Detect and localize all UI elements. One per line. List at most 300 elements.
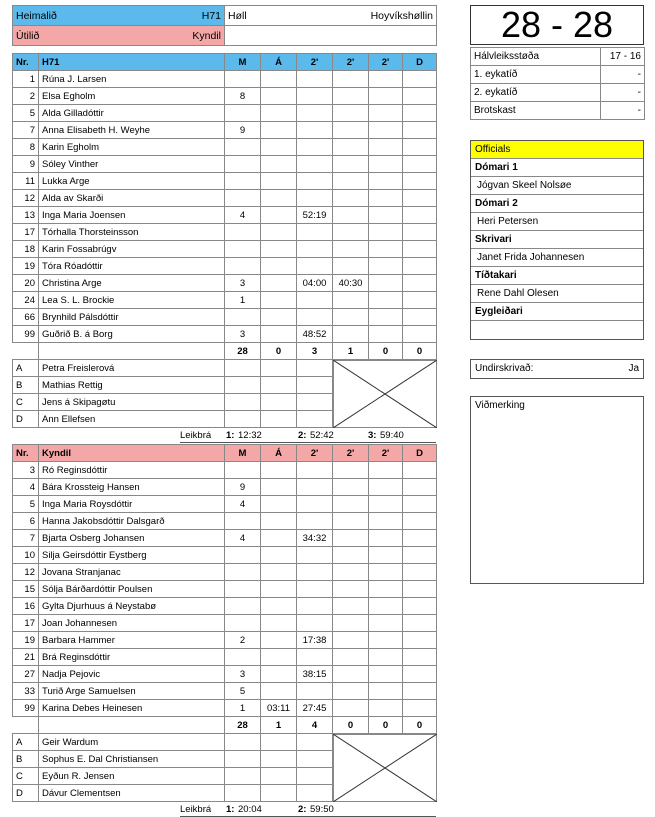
player-name: Brá Reginsdóttir <box>39 649 225 666</box>
staff-letter: D <box>13 411 39 428</box>
player-number: 19 <box>13 632 39 649</box>
player-warning <box>261 462 297 479</box>
player-number: 13 <box>13 207 39 224</box>
player-number: 3 <box>13 462 39 479</box>
player-warning <box>261 513 297 530</box>
player-suspension-3 <box>369 71 403 88</box>
player-suspension-1 <box>297 598 333 615</box>
timeout-1-time: 12:32 <box>238 430 262 441</box>
player-name: Guðrið B. á Borg <box>39 326 225 343</box>
timeout-2-label: 2: <box>298 430 307 441</box>
player-name: Silja Geirsdóttir Eystberg <box>39 547 225 564</box>
player-number: 11 <box>13 173 39 190</box>
player-name: Jovana Stranjanac <box>39 564 225 581</box>
staff-cell <box>225 751 261 768</box>
col-disqualification: D <box>403 445 437 462</box>
total-s1: 4 <box>297 717 333 734</box>
player-suspension-1 <box>297 241 333 258</box>
player-suspension-3 <box>369 207 403 224</box>
player-suspension-1 <box>297 496 333 513</box>
player-row <box>13 462 437 479</box>
col-suspension-2: 2' <box>333 54 369 71</box>
player-row <box>13 224 437 241</box>
col-disqualification: D <box>403 54 437 71</box>
timeout-2-time: 52:42 <box>310 430 334 441</box>
player-goals <box>225 309 261 326</box>
staff-letter: B <box>13 751 39 768</box>
timeout-1-label: 1: <box>226 804 235 815</box>
player-suspension-2 <box>333 615 369 632</box>
venue-name: Hoyvíkshøllin <box>370 9 433 22</box>
player-warning <box>261 241 297 258</box>
player-suspension-2 <box>333 683 369 700</box>
timeouts-line <box>180 429 436 443</box>
timeouts-line <box>180 803 436 817</box>
player-disqualification <box>403 292 437 309</box>
player-row <box>13 615 437 632</box>
player-suspension-3 <box>369 309 403 326</box>
staff-cell <box>297 751 333 768</box>
player-suspension-1: 17:38 <box>297 632 333 649</box>
player-suspension-2 <box>333 513 369 530</box>
player-row <box>13 683 437 700</box>
player-goals: 1 <box>225 700 261 717</box>
staff-name: Petra Freislerová <box>39 360 225 377</box>
player-name: Karin Egholm <box>39 139 225 156</box>
col-suspension-3: 2' <box>369 54 403 71</box>
player-suspension-2 <box>333 207 369 224</box>
staff-cell <box>225 394 261 411</box>
staff-cell <box>261 768 297 785</box>
col-suspension-2: 2' <box>333 445 369 462</box>
match-info-table <box>470 47 645 120</box>
player-disqualification <box>403 513 437 530</box>
player-row <box>13 513 437 530</box>
player-disqualification <box>403 173 437 190</box>
player-warning <box>261 615 297 632</box>
player-name: Alda av Skarði <box>39 190 225 207</box>
player-goals: 1 <box>225 292 261 309</box>
staff-name: Jens á Skipagøtu <box>39 394 225 411</box>
player-suspension-3 <box>369 105 403 122</box>
total-a: 0 <box>261 343 297 360</box>
player-suspension-2 <box>333 632 369 649</box>
player-suspension-3 <box>369 190 403 207</box>
player-suspension-2 <box>333 122 369 139</box>
total-d: 0 <box>403 343 437 360</box>
player-suspension-2 <box>333 496 369 513</box>
player-disqualification <box>403 666 437 683</box>
player-name: Nadja Pejovic <box>39 666 225 683</box>
staff-name: Geir Wardum <box>39 734 225 751</box>
home-label: Heimalið <box>16 9 57 22</box>
player-suspension-1 <box>297 224 333 241</box>
player-number: 27 <box>13 666 39 683</box>
player-suspension-3 <box>369 258 403 275</box>
player-suspension-2 <box>333 547 369 564</box>
player-name: Tórhalla Thorsteinsson <box>39 224 225 241</box>
official-name: Rene Dahl Olesen <box>471 285 643 303</box>
total-s3: 0 <box>369 343 403 360</box>
player-disqualification <box>403 700 437 717</box>
player-disqualification <box>403 462 437 479</box>
match-info-label: Brotskast <box>471 102 601 120</box>
player-disqualification <box>403 88 437 105</box>
player-goals <box>225 649 261 666</box>
player-row <box>13 309 437 326</box>
player-suspension-3 <box>369 598 403 615</box>
player-warning <box>261 496 297 513</box>
player-suspension-3 <box>369 683 403 700</box>
staff-letter: A <box>13 734 39 751</box>
player-goals <box>225 105 261 122</box>
staff-name: Eyðun R. Jensen <box>39 768 225 785</box>
official-name: Janet Frida Johannesen <box>471 249 643 267</box>
total-d: 0 <box>403 717 437 734</box>
player-name: Sólja Bárðardóttir Poulsen <box>39 581 225 598</box>
total-a: 1 <box>261 717 297 734</box>
player-disqualification <box>403 326 437 343</box>
player-goals: 2 <box>225 632 261 649</box>
player-number: 18 <box>13 241 39 258</box>
player-number: 17 <box>13 224 39 241</box>
player-suspension-2 <box>333 564 369 581</box>
player-goals: 4 <box>225 207 261 224</box>
timeout-3-time: 59:40 <box>380 430 404 441</box>
player-suspension-1 <box>297 581 333 598</box>
player-suspension-2 <box>333 649 369 666</box>
player-row <box>13 326 437 343</box>
player-suspension-3 <box>369 666 403 683</box>
player-row <box>13 122 437 139</box>
match-info-label: 2. eykatíð <box>471 84 601 102</box>
remarks-label: Viðmerking <box>475 400 525 411</box>
player-goals: 9 <box>225 122 261 139</box>
match-info-value: - <box>601 102 645 120</box>
official-role: Skrivari <box>471 231 643 249</box>
match-info-label: 1. eykatíð <box>471 66 601 84</box>
team-header <box>12 5 437 46</box>
official-role: Dómari 1 <box>471 159 643 177</box>
player-suspension-3 <box>369 649 403 666</box>
staff-cell <box>225 411 261 428</box>
player-suspension-3 <box>369 564 403 581</box>
player-suspension-3 <box>369 700 403 717</box>
player-warning: 03:11 <box>261 700 297 717</box>
player-suspension-3 <box>369 479 403 496</box>
player-row <box>13 530 437 547</box>
player-suspension-2 <box>333 530 369 547</box>
player-warning <box>261 479 297 496</box>
player-name: Barbara Hammer <box>39 632 225 649</box>
col-warning: Á <box>261 445 297 462</box>
player-row <box>13 156 437 173</box>
player-suspension-1 <box>297 156 333 173</box>
player-name: Hanna Jakobsdóttir Dalsgarð <box>39 513 225 530</box>
player-name: Karin Fossabrúgv <box>39 241 225 258</box>
player-suspension-2 <box>333 581 369 598</box>
player-warning <box>261 292 297 309</box>
player-suspension-2 <box>333 462 369 479</box>
player-suspension-3 <box>369 224 403 241</box>
player-disqualification <box>403 496 437 513</box>
player-number: 20 <box>13 275 39 292</box>
player-suspension-1 <box>297 547 333 564</box>
player-suspension-3 <box>369 496 403 513</box>
player-warning <box>261 156 297 173</box>
match-info-row <box>471 84 645 102</box>
staff-cross-mark <box>333 360 437 428</box>
match-info-row <box>471 48 645 66</box>
player-warning <box>261 224 297 241</box>
player-row <box>13 292 437 309</box>
staff-cell <box>225 768 261 785</box>
total-s3: 0 <box>369 717 403 734</box>
player-name: Bára Krossteig Hansen <box>39 479 225 496</box>
match-info-label: Hálvleiksstøða <box>471 48 601 66</box>
player-suspension-2 <box>333 224 369 241</box>
player-suspension-2 <box>333 139 369 156</box>
player-row <box>13 547 437 564</box>
player-name: Lukka Arge <box>39 173 225 190</box>
player-number: 12 <box>13 564 39 581</box>
player-row <box>13 88 437 105</box>
col-suspension-1: 2' <box>297 54 333 71</box>
signed-value: Ja <box>628 363 639 374</box>
staff-cell <box>297 734 333 751</box>
staff-cell <box>261 360 297 377</box>
staff-cell <box>297 785 333 802</box>
player-name: Elsa Egholm <box>39 88 225 105</box>
staff-cross-mark <box>333 734 437 802</box>
player-goals <box>225 547 261 564</box>
totals-blank <box>13 343 39 360</box>
player-number: 16 <box>13 598 39 615</box>
player-name: Lea S. L. Brockie <box>39 292 225 309</box>
player-warning <box>261 649 297 666</box>
player-number: 33 <box>13 683 39 700</box>
player-name: Inga Maria Joensen <box>39 207 225 224</box>
staff-cell <box>261 411 297 428</box>
player-row <box>13 275 437 292</box>
player-warning <box>261 530 297 547</box>
player-suspension-3 <box>369 275 403 292</box>
player-number: 4 <box>13 479 39 496</box>
player-number: 24 <box>13 292 39 309</box>
player-suspension-2 <box>333 173 369 190</box>
player-suspension-3 <box>369 88 403 105</box>
official-name: Jógvan Skeel Nolsøe <box>471 177 643 195</box>
player-warning <box>261 105 297 122</box>
total-s2: 1 <box>333 343 369 360</box>
player-name: Bjarta Osberg Johansen <box>39 530 225 547</box>
staff-cell <box>225 360 261 377</box>
player-number: 5 <box>13 496 39 513</box>
player-suspension-3 <box>369 513 403 530</box>
player-row <box>13 700 437 717</box>
totals-row <box>13 717 437 734</box>
player-goals <box>225 581 261 598</box>
player-suspension-2 <box>333 258 369 275</box>
official-name <box>471 321 643 339</box>
col-nr: Nr. <box>13 445 39 462</box>
player-row <box>13 581 437 598</box>
staff-name: Ann Ellefsen <box>39 411 225 428</box>
player-number: 21 <box>13 649 39 666</box>
player-disqualification <box>403 275 437 292</box>
player-suspension-3 <box>369 139 403 156</box>
staff-cell <box>261 734 297 751</box>
player-warning <box>261 666 297 683</box>
player-suspension-1 <box>297 88 333 105</box>
player-disqualification <box>403 581 437 598</box>
official-role: Eygleiðari <box>471 303 643 321</box>
match-info-value: - <box>601 66 645 84</box>
player-suspension-1: 34:32 <box>297 530 333 547</box>
player-goals <box>225 564 261 581</box>
player-suspension-3 <box>369 547 403 564</box>
player-suspension-1 <box>297 173 333 190</box>
player-number: 6 <box>13 513 39 530</box>
player-suspension-1 <box>297 462 333 479</box>
player-number: 7 <box>13 122 39 139</box>
player-suspension-1: 27:45 <box>297 700 333 717</box>
staff-cell <box>225 377 261 394</box>
player-warning <box>261 71 297 88</box>
final-score: 28 - 28 <box>470 5 644 45</box>
away-label: Útilið <box>16 29 40 42</box>
player-goals <box>225 156 261 173</box>
player-suspension-1 <box>297 105 333 122</box>
player-disqualification <box>403 309 437 326</box>
player-row <box>13 479 437 496</box>
player-suspension-3 <box>369 530 403 547</box>
player-warning <box>261 258 297 275</box>
player-goals <box>225 241 261 258</box>
official-name: Heri Petersen <box>471 213 643 231</box>
player-suspension-2 <box>333 598 369 615</box>
player-suspension-2 <box>333 700 369 717</box>
player-suspension-1 <box>297 615 333 632</box>
player-suspension-3 <box>369 156 403 173</box>
player-suspension-1 <box>297 479 333 496</box>
player-goals: 3 <box>225 666 261 683</box>
player-row <box>13 71 437 88</box>
timeout-2-time: 59:50 <box>310 804 334 815</box>
player-suspension-2 <box>333 666 369 683</box>
staff-name: Sophus E. Dal Christiansen <box>39 751 225 768</box>
player-suspension-2 <box>333 105 369 122</box>
player-number: 99 <box>13 700 39 717</box>
player-suspension-2 <box>333 292 369 309</box>
player-suspension-1 <box>297 564 333 581</box>
player-goals <box>225 462 261 479</box>
player-suspension-1 <box>297 683 333 700</box>
venue-label: Høll <box>228 9 247 22</box>
player-suspension-2 <box>333 156 369 173</box>
player-goals: 3 <box>225 275 261 292</box>
player-row <box>13 666 437 683</box>
player-row <box>13 190 437 207</box>
staff-cell <box>297 768 333 785</box>
player-number: 7 <box>13 530 39 547</box>
timeout-1-time: 20:04 <box>238 804 262 815</box>
player-disqualification <box>403 530 437 547</box>
player-goals: 3 <box>225 326 261 343</box>
player-disqualification <box>403 71 437 88</box>
player-name: Tóra Róadóttir <box>39 258 225 275</box>
player-warning <box>261 88 297 105</box>
player-suspension-2 <box>333 326 369 343</box>
player-row <box>13 139 437 156</box>
player-suspension-2 <box>333 241 369 258</box>
player-suspension-1 <box>297 513 333 530</box>
official-role: Tíðtakari <box>471 267 643 285</box>
match-info-row <box>471 102 645 120</box>
player-disqualification <box>403 105 437 122</box>
player-disqualification <box>403 156 437 173</box>
player-disqualification <box>403 598 437 615</box>
player-row <box>13 258 437 275</box>
player-warning <box>261 275 297 292</box>
total-m: 28 <box>225 343 261 360</box>
staff-cell <box>261 785 297 802</box>
player-warning <box>261 173 297 190</box>
player-disqualification <box>403 224 437 241</box>
staff-cell <box>261 394 297 411</box>
player-goals: 9 <box>225 479 261 496</box>
player-suspension-1 <box>297 190 333 207</box>
player-suspension-3 <box>369 632 403 649</box>
staff-name: Dávur Clementsen <box>39 785 225 802</box>
player-goals <box>225 190 261 207</box>
player-disqualification <box>403 615 437 632</box>
player-suspension-1 <box>297 122 333 139</box>
player-number: 5 <box>13 105 39 122</box>
player-suspension-1 <box>297 649 333 666</box>
timeouts-label: Leikbrá <box>180 804 212 815</box>
player-row <box>13 564 437 581</box>
col-warning: Á <box>261 54 297 71</box>
player-disqualification <box>403 241 437 258</box>
totals-blank <box>13 717 39 734</box>
player-disqualification <box>403 547 437 564</box>
player-disqualification <box>403 632 437 649</box>
player-number: 9 <box>13 156 39 173</box>
player-name: Christina Arge <box>39 275 225 292</box>
col-team: Kyndil <box>39 445 225 462</box>
total-s2: 0 <box>333 717 369 734</box>
player-disqualification <box>403 649 437 666</box>
player-goals: 4 <box>225 496 261 513</box>
player-suspension-1 <box>297 139 333 156</box>
player-suspension-1: 38:15 <box>297 666 333 683</box>
player-number: 66 <box>13 309 39 326</box>
player-disqualification <box>403 479 437 496</box>
official-role: Dómari 2 <box>471 195 643 213</box>
total-s1: 3 <box>297 343 333 360</box>
player-suspension-3 <box>369 615 403 632</box>
empty-header-cell <box>225 26 437 46</box>
player-suspension-3 <box>369 173 403 190</box>
player-number: 99 <box>13 326 39 343</box>
player-suspension-2 <box>333 190 369 207</box>
remarks-box <box>470 396 644 584</box>
player-goals <box>225 173 261 190</box>
totals-row <box>13 343 437 360</box>
player-warning <box>261 309 297 326</box>
col-goals: M <box>225 54 261 71</box>
